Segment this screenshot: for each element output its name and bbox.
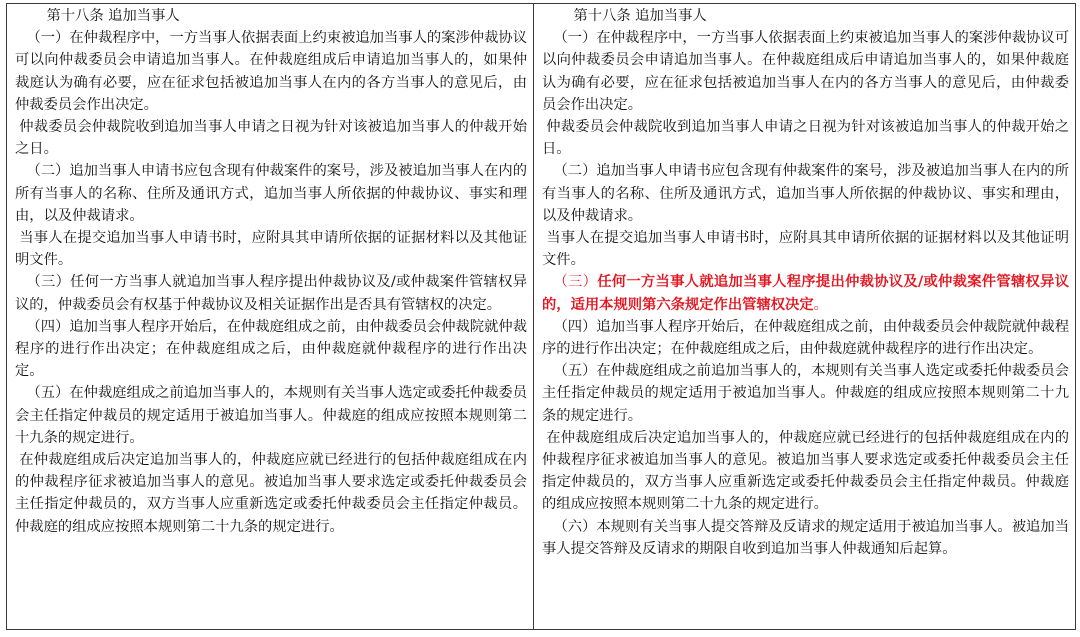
article-heading: 第十八条 追加当事人: [46, 8, 180, 24]
clause-4-paragraph: （四）追加当事人程序开始后，在仲裁庭组成之前，由仲裁委员会仲裁院就仲裁程序的进行作出决定；在仲裁庭组成之后，由仲裁庭就仲裁程序的进行作出决定。: [542, 318, 1069, 358]
article-heading: 第十八条 追加当事人: [573, 8, 707, 24]
comparison-table: [6, 3, 1076, 630]
right-column-revised-rules: [534, 4, 1075, 629]
clause-2-paragraph: （二）追加当事人申请书应包含现有仲裁案件的案号，涉及被追加当事人在内的所有当事人的名称、住所及通讯方式，追加当事人所依据的仲裁协议、事实和理由，以及仲裁请求。: [542, 163, 1069, 224]
clause-3-period: 。: [813, 296, 828, 313]
clause-5-continuation: 在仲裁庭组成后决定追加当事人的，仲裁庭应就已经进行的包括仲裁庭组成在内的仲裁程序征求被追加当事人的意见。被追加当事人要求选定或委托仲裁委员会主任指定仲裁员的，双方当事人应重新选定或委托仲裁委员会主任指定仲裁员。仲裁庭的组成应按照本规则第二十九条的规定进行。: [542, 429, 1069, 513]
left-column-original-rules: [7, 4, 534, 629]
clause-3-number: （三）: [553, 274, 598, 291]
clause-3-revised-highlight: [542, 271, 1069, 315]
clause-1-continuation: 仲裁委员会仲裁院收到追加当事人申请之日视为针对该被追加当事人的仲裁开始之日。: [542, 119, 1069, 158]
clause-2-continuation: 当事人在提交追加当事人申请书时，应附具其申请所依据的证据材料以及其他证明文件。: [542, 230, 1069, 269]
clause-5-paragraph: （五）在仲裁庭组成之前追加当事人的，本规则有关当事人选定或委托仲裁委员会主任指定仲裁员的规定适用于被追加当事人。仲裁庭的组成应按照本规则第二十九条的规定进行。: [542, 363, 1069, 424]
clause-3-paragraph: （三）任何一方当事人就追加当事人程序提出仲裁协议及/或仲裁案件管辖权异议的，仲裁委员会有权基于仲裁协议及相关证据作出是否具有管辖权的决定。: [15, 274, 527, 313]
clause-4-paragraph: （四）追加当事人程序开始后，在仲裁庭组成之前，由仲裁委员会仲裁院就仲裁程序的进行作出决定；在仲裁庭组成之后，由仲裁庭就仲裁程序的进行作出决定。: [15, 318, 527, 380]
clause-5-continuation: 在仲裁庭组成后决定追加当事人的，仲裁庭应就已经进行的包括仲裁庭组成在内的仲裁程序征求被追加当事人的意见。被追加当事人要求选定或委托仲裁委员会主任指定仲裁员的，双方当事人应重新选定或委托仲裁委员会主任指定仲裁员。仲裁庭的组成应按照本规则第二十九条的规定进行。: [15, 452, 527, 535]
clause-2-paragraph: （二）追加当事人申请书应包含现有仲裁案件的案号，涉及被追加当事人在内的所有当事人的名称、住所及通讯方式，追加当事人所依据的仲裁协议、事实和理由，以及仲裁请求。: [15, 163, 527, 224]
clause-2-continuation: 当事人在提交追加当事人申请书时，应附具其申请所依据的证据材料以及其他证明文件。: [15, 230, 527, 269]
clause-1-continuation: 仲裁委员会仲裁院收到追加当事人申请之日视为针对该被追加当事人的仲裁开始之日。: [15, 119, 527, 158]
clause-5-paragraph: （五）在仲裁庭组成之前追加当事人的，本规则有关当事人选定或委托仲裁委员会主任指定仲裁员的规定适用于被追加当事人。仲裁庭的组成应按照本规则第二十九条的规定进行。: [15, 385, 527, 446]
clause-1-paragraph: （一）在仲裁程序中，一方当事人依据表面上约束被追加当事人的案涉仲裁协议可以向仲裁委员会申请追加当事人。在仲裁庭组成后申请追加当事人的，如果仲裁庭认为确有必要，应在征求包括被追加当事人在内的各方当事人的意见后，由仲裁委员会作出决定。: [542, 30, 1069, 113]
clause-6-paragraph: （六）本规则有关当事人提交答辩及反请求的规定适用于被追加当事人。被追加当事人提交答辩及反请求的期限自收到追加当事人仲裁通知后起算。: [542, 518, 1069, 557]
clause-1-paragraph: （一）在仲裁程序中，一方当事人依据表面上约束被追加当事人的案涉仲裁协议可以向仲裁委员会申请追加当事人。在仲裁庭组成后申请追加当事人的，如果仲裁庭认为确有必要，应在征求包括被追加当事人在内的各方当事人的意见后，由仲裁委员会作出决定。: [15, 30, 527, 113]
clause-3-revised-text: 任何一方当事人就追加当事人程序提出仲裁协议及/或仲裁案件管辖权异议的，适用本规则第六条规定作出管辖权决定: [542, 274, 1070, 313]
